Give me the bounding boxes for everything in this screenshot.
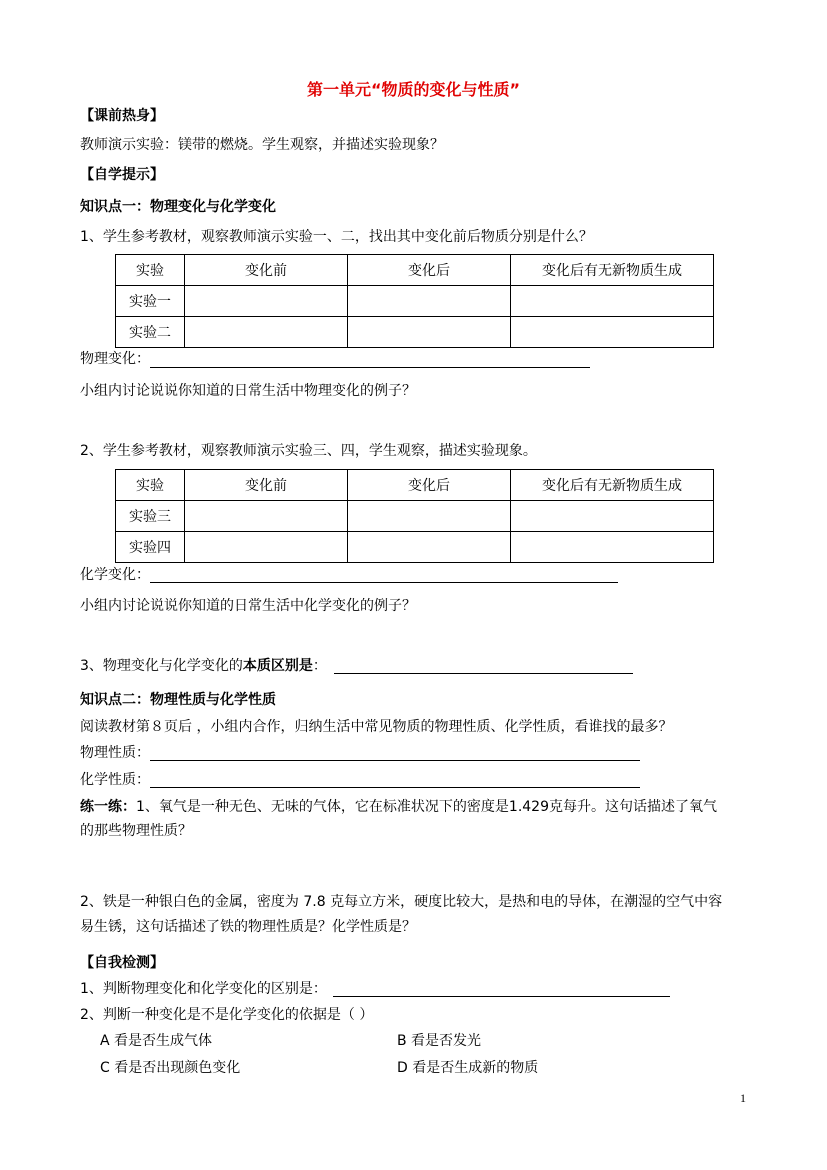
knowledge-point-1-heading: 知识点一：物理变化与化学变化 <box>80 199 276 215</box>
discussion-1: 小组内讨论说说你知道的日常生活中物理变化的例子？ <box>80 383 416 399</box>
answer-line-physical-change[interactable] <box>150 367 590 368</box>
answer-cell[interactable] <box>511 286 714 317</box>
table-row <box>116 532 714 563</box>
row-label: 实验二 <box>116 317 185 348</box>
physical-change-label: 物理变化： <box>80 351 150 367</box>
table-header-cell: 变化后 <box>348 470 511 501</box>
option-c[interactable]: C 看是否出现颜色变化 <box>100 1060 241 1076</box>
table-header-cell: 变化后有无新物质生成 <box>511 470 714 501</box>
practice-2-line-2: 易生锈，这句话描述了铁的物理性质是？化学性质是？ <box>80 919 416 935</box>
experiment-table-2 <box>115 469 714 563</box>
selftest-question-2: 2、判断一种变化是不是化学变化的依据是（ ） <box>80 1007 374 1023</box>
table-header-cell: 实验 <box>116 470 185 501</box>
answer-cell[interactable] <box>185 286 348 317</box>
table-header-cell: 变化前 <box>185 255 348 286</box>
table-header-row <box>116 255 714 286</box>
answer-line-chemical-change[interactable] <box>150 582 618 583</box>
warmup-text: 教师演示实验：镁带的燃烧。学生观察，并描述实验现象？ <box>80 137 444 153</box>
answer-cell[interactable] <box>348 532 511 563</box>
answer-cell[interactable] <box>185 501 348 532</box>
answer-cell[interactable] <box>348 501 511 532</box>
table-header-cell: 实验 <box>116 255 185 286</box>
question-1: 1、学生参考教材，观察教师演示实验一、二，找出其中变化前后物质分别是什么？ <box>80 229 593 245</box>
question-3-suffix: ： <box>312 658 327 674</box>
practice-1-line-1 <box>80 798 717 816</box>
practice-2-line-1: 2、铁是一种银白色的金属，密度为 7.8 克每立方米，硬度比较大，是热和电的导体，在潮湿的空气中容 <box>80 894 723 910</box>
table-row <box>116 317 714 348</box>
practice-label: 练一练： <box>80 799 136 815</box>
row-label: 实验一 <box>116 286 185 317</box>
table-header-cell: 变化后 <box>348 255 511 286</box>
question-2: 2、学生参考教材，观察教师演示实验三、四，学生观察，描述实验现象。 <box>80 443 537 459</box>
chemical-property-label: 化学性质： <box>80 772 150 788</box>
answer-cell[interactable] <box>511 317 714 348</box>
answer-line-selftest-1[interactable] <box>333 996 670 997</box>
answer-cell[interactable] <box>348 317 511 348</box>
practice-1-text: 1、氧气是一种无色、无味的气体，它在标准状况下的密度是1.429克每升。这句话描述了氧气 <box>136 799 717 815</box>
chemical-change-label: 化学变化： <box>80 567 150 583</box>
answer-cell[interactable] <box>185 532 348 563</box>
table-header-cell: 变化后有无新物质生成 <box>511 255 714 286</box>
selftest-question-1: 1、判断物理变化和化学变化的区别是： <box>80 981 327 997</box>
answer-line-essential-difference[interactable] <box>334 673 633 674</box>
question-3-bold: 本质区别是 <box>242 658 313 674</box>
practice-1-line-2: 的那些物理性质？ <box>80 823 192 839</box>
answer-cell[interactable] <box>348 286 511 317</box>
section-heading-selfstudy: 【自学提示】 <box>80 167 164 183</box>
question-3-prefix: 3、物理变化与化学变化的 <box>80 658 243 674</box>
table-header-row <box>116 470 714 501</box>
option-a[interactable]: A 看是否生成气体 <box>100 1033 213 1049</box>
answer-line-chemical-property[interactable] <box>150 787 640 788</box>
question-3 <box>80 657 327 675</box>
page-number: 1 <box>740 1091 746 1105</box>
table-row <box>116 286 714 317</box>
answer-cell[interactable] <box>185 317 348 348</box>
row-label: 实验三 <box>116 501 185 532</box>
answer-cell[interactable] <box>511 532 714 563</box>
option-d[interactable]: D 看是否生成新的物质 <box>397 1060 539 1076</box>
table-row <box>116 501 714 532</box>
table-header-cell: 变化前 <box>185 470 348 501</box>
physical-property-label: 物理性质： <box>80 745 150 761</box>
option-b[interactable]: B 看是否发光 <box>397 1033 482 1049</box>
discussion-2: 小组内讨论说说你知道的日常生活中化学变化的例子？ <box>80 598 416 614</box>
knowledge-point-2-heading: 知识点二：物理性质与化学性质 <box>80 692 276 708</box>
reading-instruction: 阅读教材第８页后 ，小组内合作，归纳生活中常见物质的物理性质、化学性质，看谁找的最多？ <box>80 719 673 735</box>
answer-cell[interactable] <box>511 501 714 532</box>
experiment-table-1 <box>115 254 714 348</box>
row-label: 实验四 <box>116 532 185 563</box>
page-title: 第一单元“物质的变化与性质” <box>306 80 521 99</box>
answer-line-physical-property[interactable] <box>150 760 640 761</box>
section-heading-warmup: 【课前热身】 <box>80 108 164 124</box>
section-heading-selftest: 【自我检测】 <box>80 955 164 971</box>
